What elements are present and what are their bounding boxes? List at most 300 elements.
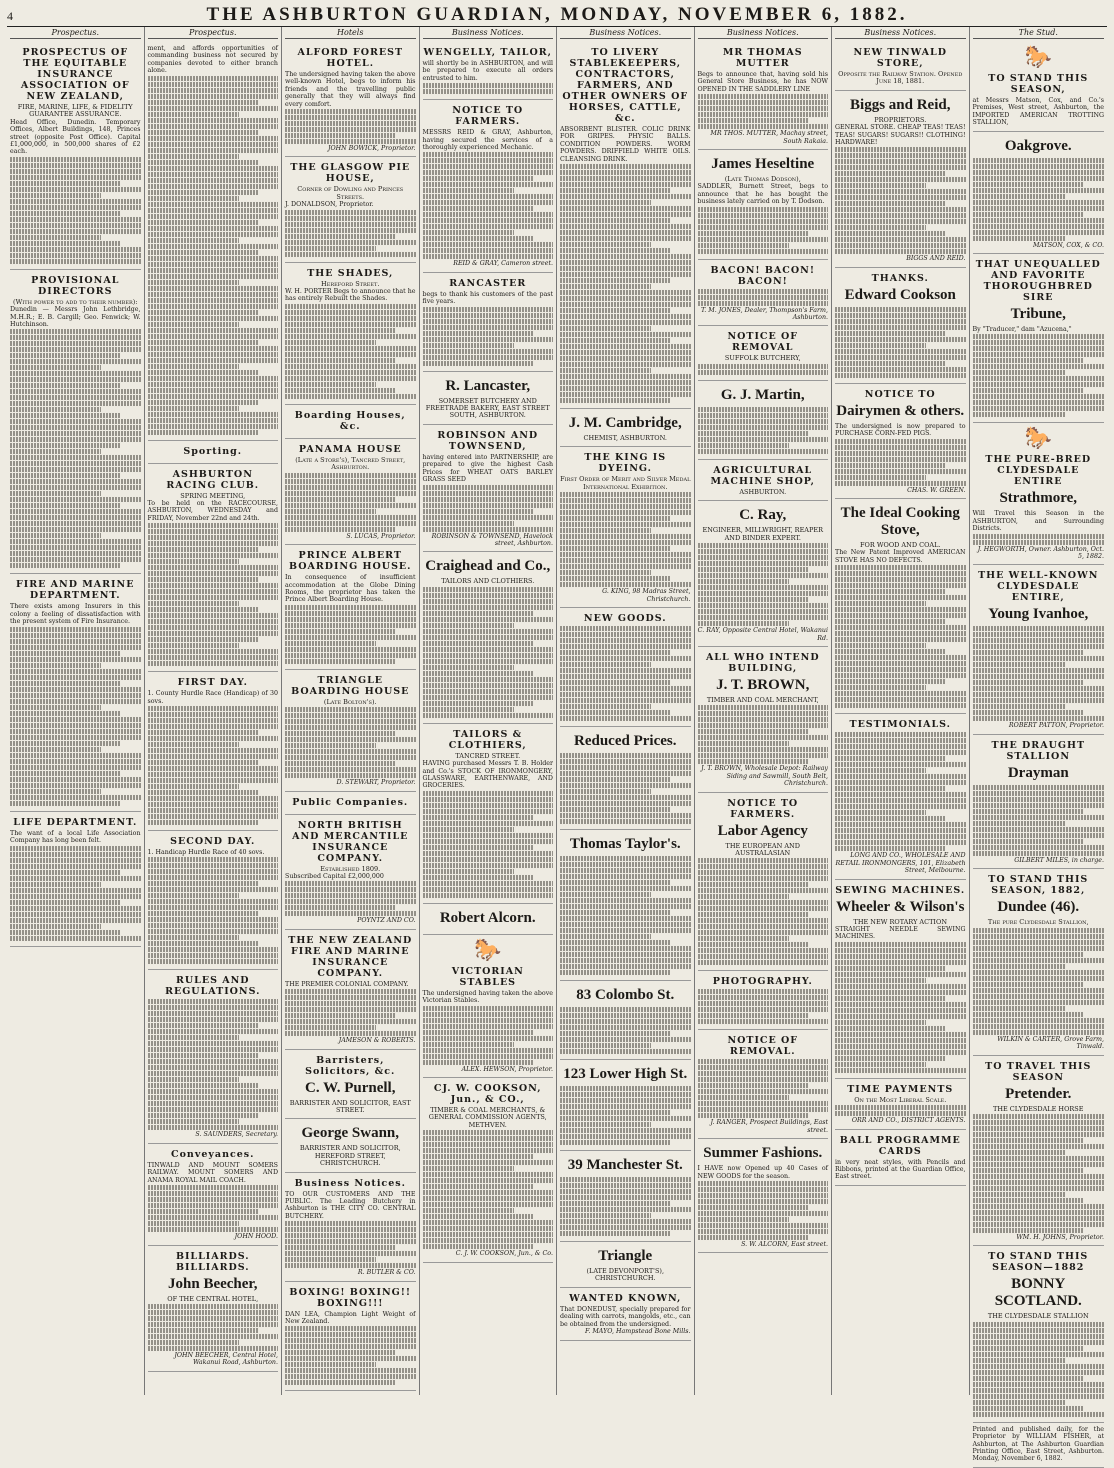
drop-capital: N (297, 819, 308, 831)
text-line (10, 563, 121, 568)
columns (7, 27, 1107, 1463)
text-line (835, 834, 966, 839)
ad-heading (285, 675, 416, 697)
column-5 (557, 27, 695, 1395)
text-line (973, 964, 1065, 969)
text-line (10, 870, 121, 875)
text-line (148, 178, 279, 183)
text-line (560, 1231, 671, 1236)
text-line (423, 230, 514, 235)
column-1 (7, 27, 145, 1395)
text-line (560, 278, 671, 283)
column-7 (832, 27, 970, 1395)
text-line (560, 302, 691, 307)
text-line (560, 380, 691, 385)
text-line (423, 689, 554, 694)
text-line (148, 232, 279, 237)
text-line (148, 619, 279, 624)
ad-heading-text: RULES AND REGULATIONS. (165, 975, 261, 998)
text-line (148, 875, 279, 880)
text-line (423, 1154, 534, 1159)
text-line (973, 370, 1065, 375)
text-line (973, 845, 1105, 850)
text-line (973, 352, 1105, 357)
text-line (698, 936, 789, 941)
ad-subheading: The pure Clydesdale Stallion, (987, 918, 1089, 927)
text-line (698, 1001, 829, 1006)
ad-body: DAN LEA, Champion Light Weight of New Zealand. (285, 1310, 416, 1326)
text-line (10, 419, 141, 424)
text-line (835, 738, 966, 743)
advertisement (148, 970, 279, 1143)
text-line (423, 164, 554, 169)
text-line (973, 704, 1065, 709)
text-line (285, 479, 416, 484)
text-line (560, 1013, 691, 1018)
text-line (148, 655, 279, 660)
text-line (560, 224, 691, 229)
text-line (698, 1077, 829, 1082)
text-line (835, 1111, 966, 1116)
text-line (835, 1026, 946, 1031)
text-line (560, 928, 691, 933)
text-line (973, 644, 1105, 649)
text-line (835, 1020, 926, 1025)
text-line (423, 319, 554, 324)
text-line (560, 692, 691, 697)
text-line (835, 810, 926, 815)
ad-subheading: Established 1809. (320, 864, 381, 873)
text-line (973, 400, 1105, 405)
ad-heading-text: EW GOODS. (593, 613, 667, 625)
advertisement (10, 270, 141, 575)
text-line (285, 1227, 416, 1232)
text-line (973, 1216, 1105, 1221)
text-line (285, 611, 416, 616)
ad-signature: D. STEWART, Proprietor. (336, 779, 416, 787)
text-line (285, 252, 416, 257)
ad-body: in very neat styles, with Pencils and Ribbons, printed at the Guardian Office, East street. (835, 1158, 966, 1181)
ad-heading (973, 73, 1105, 95)
text-line (560, 1177, 691, 1182)
text-line (560, 807, 671, 812)
text-line (973, 1144, 1105, 1149)
text-line (148, 328, 279, 333)
text-line (560, 326, 651, 331)
ad-subheading: TIMBER AND COAL MERCHANT, (706, 695, 819, 704)
ad-body: I HAVE now Opened up 40 Cases of NEW GOODS for the season. (697, 1165, 828, 1180)
text-line (285, 310, 416, 315)
text-line (423, 224, 554, 229)
text-line (285, 133, 396, 138)
text-line (285, 1239, 416, 1244)
text-line (560, 492, 691, 497)
text-line (835, 942, 966, 947)
text-line (148, 1047, 279, 1052)
text-line (148, 814, 279, 819)
text-line (285, 653, 416, 658)
ad-signature: F. MAYO, Hampstead Bone Mills. (584, 1328, 691, 1336)
text-line (285, 761, 396, 766)
text-line (148, 905, 279, 910)
text-line (835, 1105, 966, 1110)
text-line (423, 254, 554, 259)
text-line (10, 651, 121, 656)
ad-signature: J. T. BROWN, Wholesale Depot: Railway Siding and Sawmill, South Belt, Christchurch. (701, 765, 828, 788)
text-line (423, 809, 554, 814)
text-line (148, 559, 239, 564)
text-line (148, 322, 239, 327)
text-line (835, 774, 966, 779)
ad-heading (698, 652, 829, 674)
text-line (10, 479, 141, 484)
drop-capital: N (864, 388, 875, 400)
column-header: Business Notices. (835, 27, 966, 39)
advertisement (835, 268, 966, 384)
text-line (973, 698, 1105, 703)
text-line (423, 188, 514, 193)
text-line (560, 350, 691, 355)
text-line (423, 1148, 554, 1153)
ad-heading-text: THE GLASGOW PIE HOUSE, (290, 162, 411, 185)
text-line (148, 959, 279, 964)
text-line (835, 589, 946, 594)
text-line (698, 1101, 829, 1106)
ad-subheading: BARRISTER AND SOLICITOR, HEREFORD STREET, CHRISTCHURCH. (299, 1144, 401, 1168)
text-line (973, 952, 1085, 957)
text-line (560, 1128, 691, 1133)
text-line (10, 253, 141, 258)
text-line (698, 960, 829, 965)
ad-heading (835, 273, 966, 284)
text-line (148, 274, 279, 279)
text-line (698, 1019, 829, 1024)
text-line (560, 1098, 691, 1103)
text-line (423, 1060, 534, 1065)
text-line (285, 240, 416, 245)
text-line (423, 176, 534, 181)
text-line (285, 1326, 416, 1331)
text-line (10, 918, 141, 923)
text-line (148, 244, 279, 249)
text-line (973, 656, 1105, 661)
advertisement (285, 1050, 416, 1120)
text-line (698, 1205, 809, 1210)
advertisement (835, 1079, 966, 1130)
advertisement (698, 1139, 829, 1253)
text-line (148, 76, 279, 81)
text-line (10, 900, 121, 905)
text-line (10, 789, 101, 794)
text-line (285, 737, 416, 742)
ad-heading (285, 410, 416, 432)
ad-heading-text: OBINSON AND TOWNSEND, (446, 429, 539, 452)
advertisement (285, 405, 416, 439)
text-line (698, 94, 829, 99)
text-line (148, 1328, 259, 1333)
text-line (148, 553, 279, 558)
advertisement (10, 812, 141, 947)
text-line (835, 237, 966, 242)
text-line (423, 1220, 554, 1225)
text-line (423, 647, 554, 652)
ad-body: The New Patent Improved AMERICAN STOVE HAS NO DEFECTS. (835, 549, 966, 564)
advertisement (560, 727, 691, 830)
text-line (835, 625, 966, 630)
ad-heading (835, 1084, 966, 1095)
text-line (560, 632, 691, 637)
text-line (698, 609, 829, 614)
text-line (560, 576, 671, 581)
text-line (560, 398, 671, 403)
text-line (560, 344, 691, 349)
text-line (148, 382, 279, 387)
text-line (973, 839, 1085, 844)
ad-heading (148, 446, 279, 457)
text-line (10, 425, 141, 430)
text-line (973, 1228, 1085, 1233)
text-line (148, 1065, 279, 1070)
ad-heading (285, 1178, 416, 1189)
drop-capital: P (22, 47, 31, 58)
text-line (423, 182, 554, 187)
advertisement (148, 1144, 279, 1246)
text-line (560, 1043, 651, 1048)
text-line (835, 661, 966, 666)
text-line (973, 534, 1105, 539)
text-line (560, 540, 691, 545)
ad-body: By "Traducer," dam "Azucena," (972, 326, 1072, 334)
text-line (10, 936, 141, 941)
text-line (148, 1071, 279, 1076)
text-line (835, 165, 966, 170)
text-line (698, 870, 829, 875)
column-4 (420, 27, 558, 1395)
text-line (10, 521, 141, 526)
ad-display-name: Wheeler & Wilson's (836, 898, 965, 915)
ad-display-name: Summer Fashions. (703, 1145, 823, 1162)
advertisement (835, 91, 966, 268)
text-line (560, 964, 691, 969)
text-line (835, 171, 946, 176)
text-line (423, 1048, 554, 1053)
text-line (148, 1023, 259, 1028)
text-line (560, 558, 691, 563)
text-line (423, 194, 554, 199)
text-line (285, 1344, 416, 1349)
text-line (423, 671, 534, 676)
text-line (835, 691, 966, 696)
text-line (835, 679, 946, 684)
text-line (973, 1024, 1105, 1029)
text-line (560, 862, 691, 867)
text-line (698, 900, 829, 905)
text-line (560, 674, 691, 679)
text-line (148, 418, 279, 423)
ad-heading-text: O STAND THIS SEASON—1882 (992, 1251, 1089, 1274)
text-line (560, 856, 691, 861)
text-line (973, 388, 1085, 393)
ad-heading-text: J. W. COOKSON, Jun., & CO., (442, 1082, 542, 1105)
text-line (10, 217, 141, 222)
text-line (285, 1257, 376, 1262)
text-line (10, 765, 141, 770)
text-line (423, 659, 554, 664)
text-line (835, 207, 966, 212)
advertisement (423, 724, 554, 904)
text-line (285, 905, 396, 910)
text-line (10, 759, 141, 764)
text-line (10, 365, 101, 370)
text-line (835, 313, 966, 318)
text-line (285, 346, 416, 351)
text-line (560, 868, 691, 873)
text-line (973, 1406, 1085, 1411)
text-line (973, 406, 1105, 411)
ad-display-name: Robert Alcorn. (439, 909, 536, 926)
text-line (973, 686, 1105, 691)
text-line (148, 262, 279, 267)
text-line (10, 413, 121, 418)
advertisement (423, 935, 554, 1078)
ad-heading-text: OTICE TO FARMERS. (730, 797, 799, 820)
text-line (285, 1245, 396, 1250)
advertisement (973, 132, 1105, 254)
text-line (973, 1138, 1085, 1143)
text-line (973, 412, 1065, 417)
text-line (973, 1156, 1105, 1161)
text-line (423, 863, 554, 868)
ad-heading (10, 579, 141, 601)
text-line (148, 1095, 279, 1100)
text-line (10, 557, 141, 562)
text-line (835, 183, 926, 188)
text-line (835, 1002, 966, 1007)
text-line (148, 424, 279, 429)
text-line (560, 1122, 651, 1127)
text-line (698, 924, 829, 929)
advertisement (560, 830, 691, 981)
text-line (285, 659, 396, 664)
ad-heading-text: ALL PROGRAMME CARDS (848, 1134, 961, 1157)
ad-heading-text: OTICE OF REMOVAL (732, 331, 799, 354)
text-line (835, 159, 966, 164)
text-line (835, 1044, 966, 1049)
text-line (973, 194, 1065, 199)
text-line (698, 930, 829, 935)
ad-heading-text: MR THOMAS MUTTER (722, 47, 803, 69)
text-line (835, 744, 966, 749)
text-line (560, 242, 651, 247)
text-line (10, 503, 121, 508)
advertisement (560, 608, 691, 727)
ad-display-name: J. M. Cambridge, (568, 415, 682, 432)
text-line (285, 989, 416, 994)
advertisement (973, 423, 1105, 565)
ad-heading-text: ANCASTER (458, 277, 527, 289)
text-line (423, 212, 554, 217)
ad-subheading: FIRE, MARINE, LIFE, & FIDELITY GUARANTEE ASSURANCE. (17, 103, 133, 119)
text-line (423, 1238, 554, 1243)
text-line (285, 394, 416, 399)
text-line (835, 966, 946, 971)
text-line (698, 906, 829, 911)
ad-heading (698, 1035, 829, 1057)
text-line (285, 1031, 416, 1036)
text-line (835, 361, 946, 366)
text-line (973, 1394, 1105, 1399)
ad-heading-text: VICTORIAN STABLES (451, 965, 524, 988)
ad-heading-text: O STAND THIS SEASON, (996, 73, 1089, 95)
text-line (423, 707, 514, 712)
text-line (973, 785, 1105, 790)
text-line (973, 988, 1105, 993)
text-line (698, 585, 829, 590)
text-line (10, 407, 101, 412)
text-line (698, 579, 789, 584)
text-line (973, 638, 1105, 643)
text-line (698, 615, 829, 620)
column-header: Business Notices. (423, 27, 554, 39)
text-line (560, 1116, 691, 1121)
text-line (835, 703, 966, 708)
text-line (423, 875, 534, 880)
text-line (698, 882, 809, 887)
text-line (285, 503, 416, 508)
text-line (148, 1310, 279, 1315)
text-line (10, 515, 141, 520)
ad-body: 1. County Hurdle Race (Handicap) of 30 sovs. (147, 690, 278, 705)
text-line (285, 773, 416, 778)
text-line (148, 1215, 279, 1220)
text-line (973, 1150, 1065, 1155)
ad-subheading: (Late Bolton's). (323, 697, 377, 706)
text-line (285, 1362, 376, 1367)
advertisement (973, 42, 1105, 132)
text-line (423, 701, 534, 706)
advertisement (698, 1030, 829, 1139)
text-line (148, 130, 259, 135)
ad-heading (148, 1149, 279, 1160)
ad-heading-text: GRICULTURAL MACHINE SHOP, (710, 464, 815, 487)
text-line (148, 649, 279, 654)
text-line (148, 292, 279, 297)
text-line (148, 124, 279, 129)
text-line (148, 1107, 279, 1112)
text-line (835, 643, 926, 648)
text-line (423, 355, 554, 360)
text-line (698, 705, 829, 710)
text-line (148, 1119, 239, 1124)
advertisement (285, 930, 416, 1050)
ad-subheading: THE EUROPEAN AND AUSTRALASIAN (725, 841, 800, 857)
drop-capital: P (298, 443, 307, 455)
text-line (423, 1226, 554, 1231)
text-line (560, 338, 671, 343)
text-line (973, 376, 1105, 381)
text-line (698, 295, 829, 300)
ad-body: The undersigned having taken the above Victorian Stables. (422, 989, 553, 1005)
advertisement (423, 904, 554, 935)
text-line (285, 617, 416, 622)
text-line (835, 996, 946, 1001)
text-line (423, 89, 554, 94)
text-line (973, 1346, 1085, 1351)
ad-heading-text: TAILORS & CLOTHIERS, (448, 728, 527, 751)
text-line (423, 206, 534, 211)
text-line (423, 587, 554, 592)
ad-body: There exists among Insurers in this colony a feeling of dissatisfaction with the present system of Fire Insurance. (10, 603, 141, 626)
